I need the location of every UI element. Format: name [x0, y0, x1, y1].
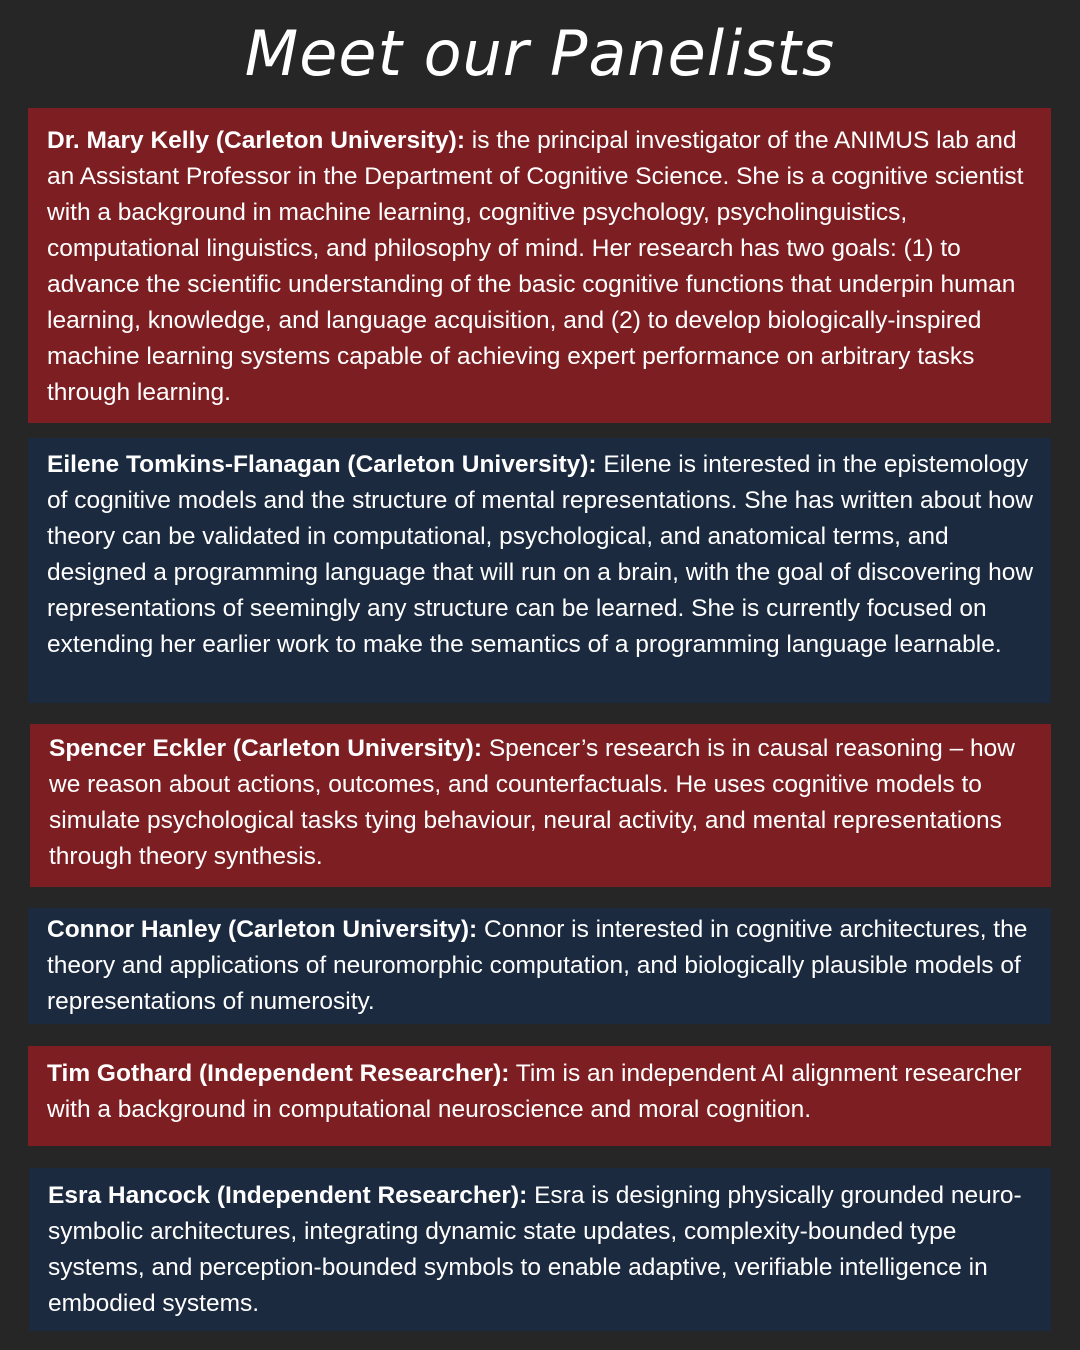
- panelist-name: Eilene Tomkins-Flanagan (Carleton University):: [47, 451, 597, 478]
- panelist-card-eilene-tomkins-flanagan: [28, 438, 1051, 703]
- page-title: Meet our Panelists: [244, 17, 836, 90]
- panelist-name: Esra Hancock (Independent Researcher):: [48, 1182, 528, 1209]
- panelist-bio: Eilene is interested in the epistemology of cognitive models and the structure of mental representations. She has written about how theory can be validated in computational, psychological, and anatomical terms, and designed a programming language that will run on a brain, with the goal of discovering how representations of seemingly any structure can be learned. She is currently focused on extending her earlier work to make the semantics of a programming language learnable.: [47, 451, 1034, 658]
- panelist-card-esra-hancock: [29, 1168, 1051, 1331]
- panelist-name: Dr. Mary Kelly (Carleton University):: [47, 127, 465, 154]
- panelist-name: Spencer Eckler (Carleton University):: [49, 735, 482, 762]
- panelist-bio: Spencer’s research is in causal reasoning – how we reason about actions, outcomes, and counterfactuals. He uses cognitive models to simulate psychological tasks tying behaviour, neural activity, and mental representations through theory synthesis.: [49, 735, 1015, 870]
- panelist-bio: Esra is designing physically grounded neuro-symbolic architectures, integrating dynamic state updates, complexity-bounded type systems, and perception-bounded symbols to enable adaptive, verifiable intelligence in embodied systems.: [48, 1182, 1022, 1317]
- panelist-bio: Tim is an independent AI alignment researcher with a background in computational neuroscience and moral cognition.: [47, 1060, 1022, 1123]
- panelist-name: Tim Gothard (Independent Researcher):: [47, 1060, 510, 1087]
- panelist-card-tim-gothard: [28, 1046, 1051, 1146]
- panelist-card-mary-kelly: [28, 108, 1051, 423]
- panelist-name: Connor Hanley (Carleton University):: [47, 916, 478, 943]
- panelist-card-connor-hanley: [28, 908, 1051, 1024]
- panelist-bio: Connor is interested in cognitive architectures, the theory and applications of neuromorphic computation, and biologically plausible models of representations of numerosity.: [47, 916, 1028, 1015]
- panelist-bio: is the principal investigator of the ANIMUS lab and an Assistant Professor in the Department of Cognitive Science. She is a cognitive scientist with a background in machine learning, cognitive psychology, psycholinguistics, computational linguistics, and philosophy of mind. Her research has two goals: (1) to advance the scientific understanding of the basic cognitive functions that underpin human learning, knowledge, and language acquisition, and (2) to develop biologically-inspired machine learning systems capable of achieving expert performance on arbitrary tasks through learning.: [47, 127, 1024, 406]
- panelist-card-spencer-eckler: [30, 724, 1051, 887]
